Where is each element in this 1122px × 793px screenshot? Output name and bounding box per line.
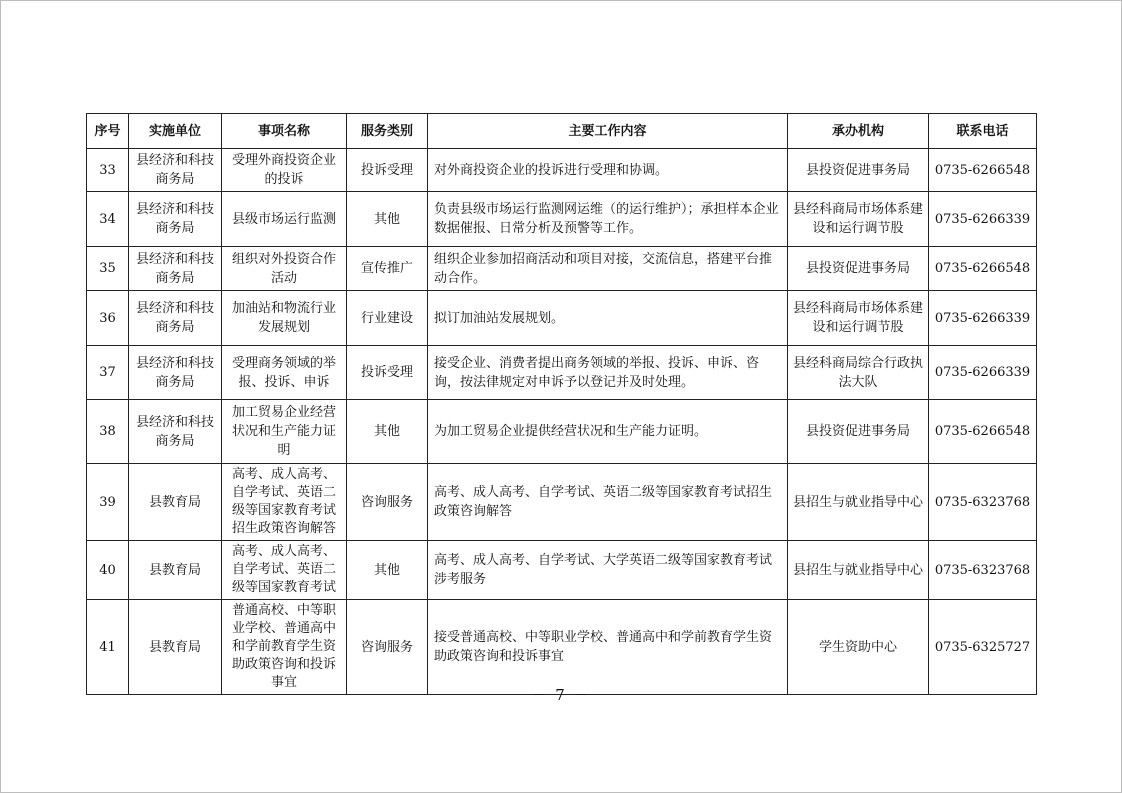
cell-org: 县投资促进事务局	[788, 400, 929, 464]
cell-org: 县经科商局市场体系建设和运行调节股	[788, 192, 929, 247]
cell-org: 县经科商局市场体系建设和运行调节股	[788, 291, 929, 346]
cell-unit: 县教育局	[129, 464, 222, 541]
cell-category: 投诉受理	[347, 149, 428, 192]
cell-org: 学生资助中心	[788, 600, 929, 695]
cell-item: 高考、成人高考、自学考试、英语二级等国家教育考试	[222, 541, 347, 600]
cell-category: 其他	[347, 192, 428, 247]
header-no: 序号	[87, 114, 129, 149]
cell-item: 组织对外投资合作活动	[222, 247, 347, 291]
cell-content: 为加工贸易企业提供经营状况和生产能力证明。	[428, 400, 788, 464]
cell-content: 高考、成人高考、自学考试、英语二级等国家教育考试招生政策咨询解答	[428, 464, 788, 541]
page-number: － 7 －	[531, 686, 591, 704]
cell-phone: 0735-6266339	[929, 192, 1037, 247]
header-content: 主要工作内容	[428, 114, 788, 149]
cell-content: 拟订加油站发展规划。	[428, 291, 788, 346]
cell-no: 35	[87, 247, 129, 291]
cell-org: 县投资促进事务局	[788, 247, 929, 291]
cell-phone: 0735-6266339	[929, 346, 1037, 400]
cell-item: 受理商务领域的举报、投诉、申诉	[222, 346, 347, 400]
table-row	[87, 541, 1037, 600]
cell-content: 高考、成人高考、自学考试、大学英语二级等国家教育考试涉考服务	[428, 541, 788, 600]
cell-no: 34	[87, 192, 129, 247]
cell-unit: 县经济和科技商务局	[129, 247, 222, 291]
cell-unit: 县经济和科技商务局	[129, 400, 222, 464]
cell-phone: 0735-6323768	[929, 541, 1037, 600]
cell-content: 接受企业、消费者提出商务领域的举报、投诉、申诉、咨询，按法律规定对申诉予以登记并及时处理。	[428, 346, 788, 400]
header-category: 服务类别	[347, 114, 428, 149]
cell-category: 行业建设	[347, 291, 428, 346]
service-table	[86, 113, 1037, 695]
cell-phone: 0735-6266548	[929, 400, 1037, 464]
cell-phone: 0735-6323768	[929, 464, 1037, 541]
cell-no: 33	[87, 149, 129, 192]
cell-phone: 0735-6266548	[929, 247, 1037, 291]
header-phone: 联系电话	[929, 114, 1037, 149]
cell-unit: 县教育局	[129, 600, 222, 695]
table-header-row	[87, 114, 1037, 149]
table-row	[87, 291, 1037, 346]
table-row	[87, 346, 1037, 400]
header-item: 事项名称	[222, 114, 347, 149]
header-org: 承办机构	[788, 114, 929, 149]
cell-org: 县招生与就业指导中心	[788, 464, 929, 541]
cell-item: 县级市场运行监测	[222, 192, 347, 247]
header-unit: 实施单位	[129, 114, 222, 149]
cell-no: 39	[87, 464, 129, 541]
table-row	[87, 400, 1037, 464]
cell-org: 县经科商局综合行政执法大队	[788, 346, 929, 400]
cell-no: 36	[87, 291, 129, 346]
cell-org: 县招生与就业指导中心	[788, 541, 929, 600]
cell-content: 对外商投资企业的投诉进行受理和协调。	[428, 149, 788, 192]
cell-no: 38	[87, 400, 129, 464]
cell-org: 县投资促进事务局	[788, 149, 929, 192]
cell-category: 咨询服务	[347, 464, 428, 541]
cell-no: 40	[87, 541, 129, 600]
cell-phone: 0735-6325727	[929, 600, 1037, 695]
cell-unit: 县经济和科技商务局	[129, 149, 222, 192]
cell-item: 加油站和物流行业发展规划	[222, 291, 347, 346]
table-row	[87, 149, 1037, 192]
cell-category: 咨询服务	[347, 600, 428, 695]
cell-item: 受理外商投资企业的投诉	[222, 149, 347, 192]
cell-no: 41	[87, 600, 129, 695]
cell-item: 加工贸易企业经营状况和生产能力证明	[222, 400, 347, 464]
table-row	[87, 600, 1037, 695]
cell-phone: 0735-6266339	[929, 291, 1037, 346]
cell-category: 其他	[347, 400, 428, 464]
cell-category: 其他	[347, 541, 428, 600]
cell-no: 37	[87, 346, 129, 400]
table-row	[87, 192, 1037, 247]
cell-item: 普通高校、中等职业学校、普通高中和学前教育学生资助政策咨询和投诉事宜	[222, 600, 347, 695]
cell-unit: 县经济和科技商务局	[129, 192, 222, 247]
cell-category: 宣传推广	[347, 247, 428, 291]
cell-item: 高考、成人高考、自学考试、英语二级等国家教育考试招生政策咨询解答	[222, 464, 347, 541]
table-row	[87, 247, 1037, 291]
cell-unit: 县经济和科技商务局	[129, 291, 222, 346]
cell-category: 投诉受理	[347, 346, 428, 400]
cell-content: 接受普通高校、中等职业学校、普通高中和学前教育学生资助政策咨询和投诉事宜	[428, 600, 788, 695]
cell-unit: 县经济和科技商务局	[129, 346, 222, 400]
cell-unit: 县教育局	[129, 541, 222, 600]
table-row	[87, 464, 1037, 541]
cell-content: 负责县级市场运行监测网运维（的运行维护）；承担样本企业数据催报、日常分析及预警等工作。	[428, 192, 788, 247]
cell-phone: 0735-6266548	[929, 149, 1037, 192]
cell-content: 组织企业参加招商活动和项目对接，交流信息，搭建平台推动合作。	[428, 247, 788, 291]
